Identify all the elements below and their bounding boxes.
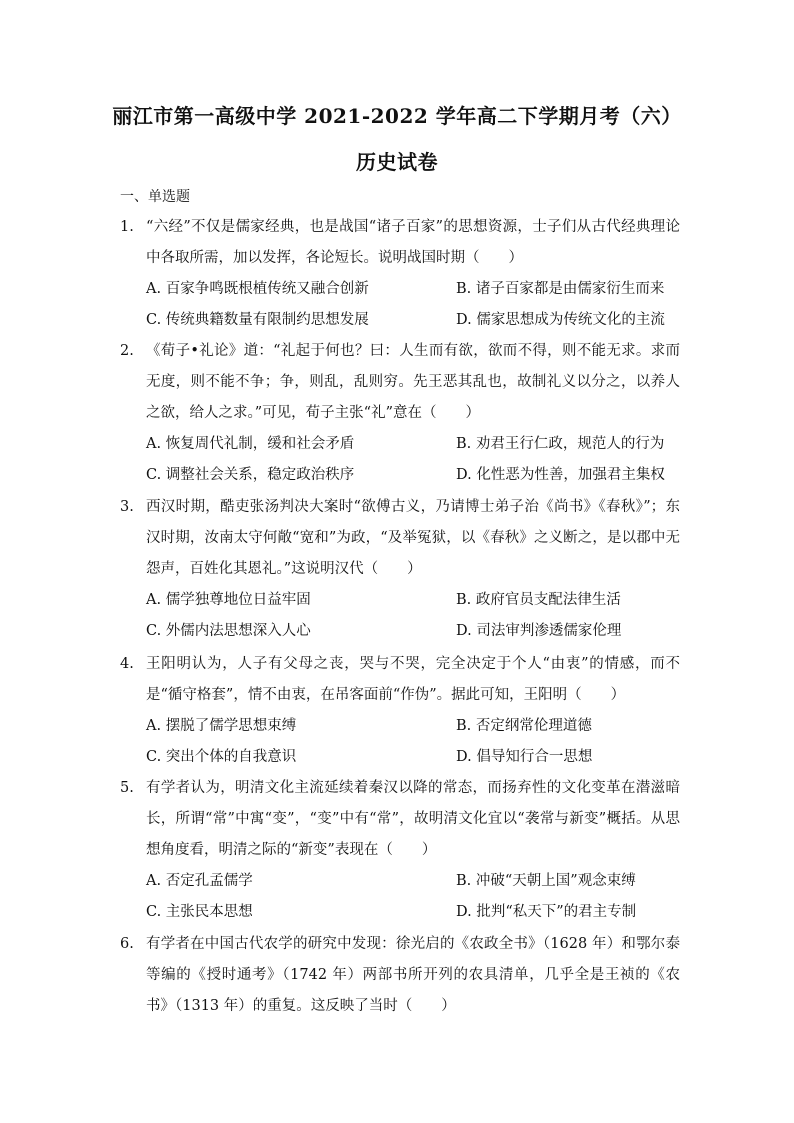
question-stem: “六经”不仅是儒家经典，也是战国“诸子百家”的思想资源，士子们从古代经典理论中各取所需，加以发挥，各论短长。说明战国时期（ ） bbox=[146, 219, 680, 266]
question-3 bbox=[120, 492, 680, 647]
question-stem: 有学者认为，明清文化主流延续着秦汉以降的常态，而扬弃性的文化变革在潜滋暗长，所谓“常”中寓“变”，“变”中有“常”，故明清文化宜以“袭常与新变”概括。从思想角度看，明清之际的“新变”表现在（ ） bbox=[146, 780, 680, 858]
option-d[interactable]: D. 司法审判渗透儒家伦理 bbox=[456, 623, 622, 639]
question-number: 5. bbox=[120, 780, 134, 796]
option-b[interactable]: B. 劝君王行仁政，规范人的行为 bbox=[456, 436, 665, 452]
option-c[interactable]: C. 主张民本思想 bbox=[146, 904, 253, 920]
question-stem: 有学者在中国古代农学的研究中发现：徐光启的《农政全书》（1628 年）和鄂尔泰等编的《授时通考》（1742 年）两部书所开列的农具清单，几乎全是王祯的《农书》（1313 年）的重复。这反映了当时（ ） bbox=[146, 936, 680, 1014]
question-2 bbox=[120, 336, 680, 491]
option-b[interactable]: B. 政府官员支配法律生活 bbox=[456, 592, 621, 608]
question-number: 2. bbox=[120, 343, 134, 359]
option-c[interactable]: C. 外儒内法思想深入人心 bbox=[146, 623, 311, 639]
option-c[interactable]: C. 突出个体的自我意识 bbox=[146, 749, 297, 765]
option-c[interactable]: C. 调整社会关系，稳定政治秩序 bbox=[146, 467, 355, 483]
option-d[interactable]: D. 化性恶为性善，加强君主集权 bbox=[456, 467, 665, 483]
question-number: 4. bbox=[120, 656, 134, 672]
question-stem: 西汉时期，酷吏张汤判决大案时“欲傅古义，乃请博士弟子治《尚书》《春秋》”；东汉时期，汝南太守何敞“宽和”为政，“及举冤狱，以《春秋》之义断之，是以郡中无怨声，百姓化其恩礼。”这说明汉代（ ） bbox=[146, 499, 680, 577]
option-b[interactable]: B. 冲破“天朝上国”观念束缚 bbox=[456, 873, 636, 889]
question-6 bbox=[120, 929, 680, 1022]
question-4 bbox=[120, 649, 680, 773]
option-a[interactable]: A. 摆脱了儒学思想束缚 bbox=[146, 718, 297, 734]
exam-subtitle: 历史试卷 bbox=[356, 150, 438, 174]
option-b[interactable]: B. 诸子百家都是由儒家衍生而来 bbox=[456, 281, 665, 297]
option-b[interactable]: B. 否定纲常伦理道德 bbox=[456, 718, 592, 734]
option-a[interactable]: A. 否定孔孟儒学 bbox=[146, 873, 253, 889]
option-d[interactable]: D. 批判“私天下”的君主专制 bbox=[456, 904, 637, 920]
question-number: 6. bbox=[120, 936, 134, 952]
option-a[interactable]: A. 恢复周代礼制，缓和社会矛盾 bbox=[146, 436, 355, 452]
question-number: 1. bbox=[120, 219, 134, 235]
option-c[interactable]: C. 传统典籍数量有限制约思想发展 bbox=[146, 312, 369, 328]
question-stem: 《荀子•礼论》道：“礼起于何也？曰：人生而有欲，欲而不得，则不能无求。求而无度，则不能不争；争，则乱，乱则穷。先王恶其乱也，故制礼义以分之，以养人之欲，给人之求。”可见，荀子主张“礼”意在（ ） bbox=[146, 343, 680, 421]
question-number: 3. bbox=[120, 499, 134, 515]
option-d[interactable]: D. 儒家思想成为传统文化的主流 bbox=[456, 312, 665, 328]
option-d[interactable]: D. 倡导知行合一思想 bbox=[456, 749, 593, 765]
option-a[interactable]: A. 儒学独尊地位日益牢固 bbox=[146, 592, 311, 608]
question-stem: 王阳明认为，人子有父母之丧，哭与不哭，完全决定于个人“由衷”的情感，而不是“循守格套”，情不由衷，在吊客面前“作伪”。据此可知，王阳明（ ） bbox=[146, 656, 680, 703]
option-a[interactable]: A. 百家争鸣既根植传统又融合创新 bbox=[146, 281, 369, 297]
section-label: 一、单选题 bbox=[120, 189, 190, 205]
question-1 bbox=[120, 212, 680, 336]
question-5 bbox=[120, 773, 680, 928]
exam-title: 丽江市第一高级中学 2021-2022 学年高二下学期月考（六） bbox=[112, 104, 682, 128]
